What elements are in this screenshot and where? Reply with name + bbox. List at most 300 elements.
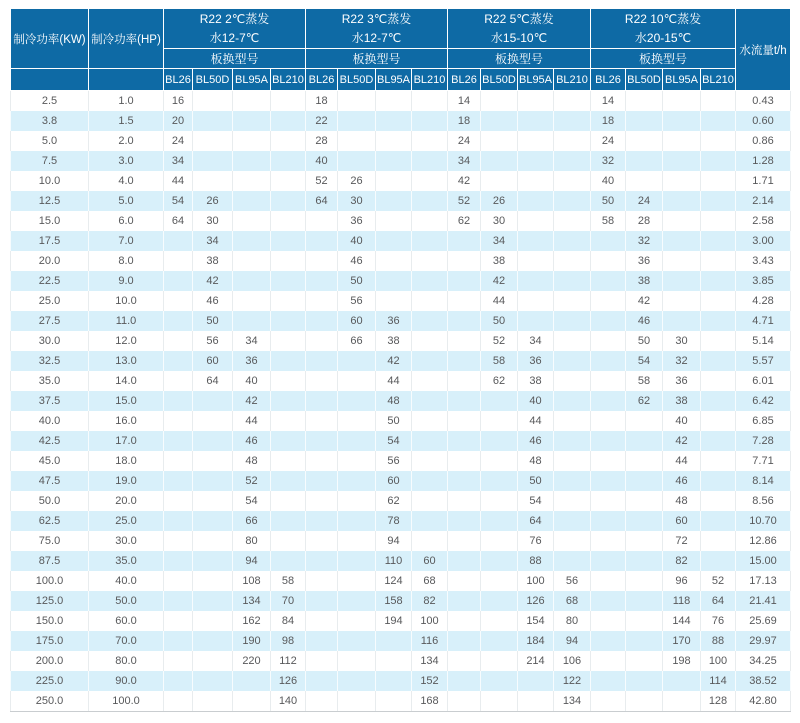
value-cell: 54 (518, 491, 554, 511)
kw-cell: 20.0 (11, 251, 89, 271)
value-cell (376, 151, 412, 171)
value-cell: 140 (271, 691, 306, 712)
value-cell (193, 131, 233, 151)
value-cell: 52 (701, 571, 736, 591)
value-cell (306, 531, 338, 551)
table-row (11, 511, 791, 531)
table-row (11, 571, 791, 591)
kw-cell: 15.0 (11, 211, 89, 231)
model-header-bl26-g1: BL26 (164, 69, 193, 91)
value-cell (591, 511, 626, 531)
value-cell (271, 171, 306, 191)
hp-cell: 100.0 (89, 691, 164, 712)
value-cell (271, 391, 306, 411)
value-cell (591, 611, 626, 631)
value-cell: 80 (554, 611, 591, 631)
value-cell (412, 331, 448, 351)
model-row-label: 板换型号 (448, 49, 591, 69)
flow-cell: 2.58 (736, 211, 791, 231)
kw-cell: 125.0 (11, 591, 89, 611)
value-cell (481, 511, 518, 531)
value-cell (518, 191, 554, 211)
value-cell: 44 (518, 411, 554, 431)
value-cell (271, 371, 306, 391)
value-cell (164, 411, 193, 431)
value-cell (701, 131, 736, 151)
value-cell (518, 251, 554, 271)
hp-cell: 10.0 (89, 291, 164, 311)
table-row (11, 291, 791, 311)
value-cell (376, 231, 412, 251)
value-cell: 52 (233, 471, 271, 491)
value-cell (271, 411, 306, 431)
value-cell (233, 291, 271, 311)
value-cell: 64 (518, 511, 554, 531)
hp-cell: 18.0 (89, 451, 164, 471)
value-cell: 46 (233, 431, 271, 451)
value-cell: 18 (306, 91, 338, 112)
hp-cell: 90.0 (89, 671, 164, 691)
value-cell: 42 (193, 271, 233, 291)
kw-cell: 225.0 (11, 671, 89, 691)
flow-cell: 3.43 (736, 251, 791, 271)
table-row (11, 551, 791, 571)
model-header-bl26-g3: BL26 (448, 69, 481, 91)
value-cell (164, 331, 193, 351)
value-cell: 106 (554, 651, 591, 671)
value-cell: 134 (412, 651, 448, 671)
kw-cell: 35.0 (11, 371, 89, 391)
value-cell: 46 (663, 471, 701, 491)
hp-cell: 15.0 (89, 391, 164, 411)
value-cell (481, 571, 518, 591)
hp-cell: 80.0 (89, 651, 164, 671)
value-cell (306, 651, 338, 671)
value-cell: 158 (376, 591, 412, 611)
col-header-flow: 水流量t/h (736, 9, 791, 91)
value-cell (554, 171, 591, 191)
col-group-r22-5c (448, 9, 591, 49)
value-cell: 184 (518, 631, 554, 651)
value-cell (306, 591, 338, 611)
model-header-bl50d-g4: BL50D (626, 69, 663, 91)
value-cell (193, 431, 233, 451)
model-row-label: 板换型号 (306, 49, 448, 69)
value-cell (626, 591, 663, 611)
value-cell (448, 471, 481, 491)
value-cell (481, 451, 518, 471)
value-cell: 36 (626, 251, 663, 271)
value-cell (164, 451, 193, 471)
value-cell (481, 531, 518, 551)
kw-cell: 45.0 (11, 451, 89, 471)
value-cell (233, 151, 271, 171)
value-cell: 72 (663, 531, 701, 551)
model-header-bl210-g1: BL210 (271, 69, 306, 91)
value-cell (518, 231, 554, 251)
value-cell (193, 651, 233, 671)
value-cell (193, 591, 233, 611)
value-cell: 58 (626, 371, 663, 391)
value-cell (701, 311, 736, 331)
value-cell (338, 551, 376, 571)
value-cell (412, 511, 448, 531)
value-cell (448, 391, 481, 411)
value-cell (626, 531, 663, 551)
value-cell (701, 271, 736, 291)
value-cell: 66 (338, 331, 376, 351)
value-cell (271, 211, 306, 231)
value-cell: 34 (193, 231, 233, 251)
value-cell: 126 (271, 671, 306, 691)
flow-cell: 10.70 (736, 511, 791, 531)
value-cell (306, 511, 338, 531)
value-cell: 78 (376, 511, 412, 531)
value-cell: 190 (233, 631, 271, 651)
value-cell (193, 111, 233, 131)
value-cell (338, 671, 376, 691)
value-cell (338, 471, 376, 491)
flow-cell: 2.14 (736, 191, 791, 211)
value-cell (626, 411, 663, 431)
value-cell: 144 (663, 611, 701, 631)
value-cell (164, 231, 193, 251)
model-header-bl26-g4: BL26 (591, 69, 626, 91)
value-cell: 56 (338, 291, 376, 311)
value-cell: 170 (663, 631, 701, 651)
value-cell (164, 551, 193, 571)
value-cell (164, 291, 193, 311)
value-cell: 42 (448, 171, 481, 191)
value-cell (701, 231, 736, 251)
col-group-r22-3c (306, 9, 448, 49)
model-header-bl50d-g3: BL50D (481, 69, 518, 91)
value-cell (193, 471, 233, 491)
group-title-line: R22 3℃蒸发 (341, 11, 412, 26)
kw-cell: 75.0 (11, 531, 89, 551)
value-cell (376, 691, 412, 712)
value-cell: 46 (193, 291, 233, 311)
value-cell: 134 (554, 691, 591, 712)
value-cell (164, 671, 193, 691)
value-cell (591, 431, 626, 451)
value-cell: 38 (376, 331, 412, 351)
kw-cell: 50.0 (11, 491, 89, 511)
value-cell (518, 671, 554, 691)
value-cell: 56 (376, 451, 412, 471)
value-cell (271, 551, 306, 571)
hp-cell: 7.0 (89, 231, 164, 251)
value-cell (591, 531, 626, 551)
value-cell: 68 (412, 571, 448, 591)
value-cell: 32 (626, 231, 663, 251)
value-cell (306, 331, 338, 351)
value-cell: 36 (338, 211, 376, 231)
value-cell (271, 251, 306, 271)
value-cell (448, 371, 481, 391)
kw-cell: 32.5 (11, 351, 89, 371)
model-header-bl95a-g4: BL95A (663, 69, 701, 91)
model-header-bl26-g2: BL26 (306, 69, 338, 91)
value-cell (701, 191, 736, 211)
flow-cell: 38.52 (736, 671, 791, 691)
value-cell (164, 431, 193, 451)
kw-cell: 62.5 (11, 511, 89, 531)
value-cell: 52 (481, 331, 518, 351)
value-cell (271, 311, 306, 331)
hp-cell: 17.0 (89, 431, 164, 451)
value-cell: 100 (518, 571, 554, 591)
value-cell (306, 611, 338, 631)
value-cell: 30 (481, 211, 518, 231)
value-cell: 54 (233, 491, 271, 511)
value-cell: 38 (481, 251, 518, 271)
hp-cell: 3.0 (89, 151, 164, 171)
value-cell: 122 (554, 671, 591, 691)
value-cell: 48 (376, 391, 412, 411)
value-cell (306, 211, 338, 231)
value-cell (193, 171, 233, 191)
value-cell: 34 (518, 331, 554, 351)
value-cell (663, 291, 701, 311)
value-cell (448, 431, 481, 451)
value-cell: 40 (663, 411, 701, 431)
value-cell: 38 (518, 371, 554, 391)
value-cell (306, 571, 338, 591)
value-cell (233, 171, 271, 191)
value-cell: 64 (306, 191, 338, 211)
value-cell (412, 271, 448, 291)
value-cell: 30 (663, 331, 701, 351)
value-cell (481, 611, 518, 631)
value-cell (701, 171, 736, 191)
value-cell (376, 191, 412, 211)
hp-cell: 40.0 (89, 571, 164, 591)
col-header-hp: 制冷功率(HP) (89, 9, 164, 69)
value-cell: 18 (448, 111, 481, 131)
kw-cell: 37.5 (11, 391, 89, 411)
value-cell: 60 (338, 311, 376, 331)
value-cell: 40 (306, 151, 338, 171)
value-cell (448, 511, 481, 531)
value-cell (518, 291, 554, 311)
value-cell (338, 411, 376, 431)
value-cell: 154 (518, 611, 554, 631)
value-cell (376, 291, 412, 311)
value-cell (338, 111, 376, 131)
col-group-r22-10c (591, 9, 736, 49)
table-row (11, 131, 791, 151)
table-row (11, 431, 791, 451)
value-cell (554, 451, 591, 471)
value-cell (701, 451, 736, 471)
flow-cell: 4.28 (736, 291, 791, 311)
value-cell (626, 631, 663, 651)
value-cell (481, 411, 518, 431)
group-subtitle-line: 水12-7℃ (209, 30, 260, 45)
flow-cell: 0.60 (736, 111, 791, 131)
value-cell (338, 631, 376, 651)
value-cell (412, 431, 448, 451)
value-cell (554, 331, 591, 351)
value-cell (412, 471, 448, 491)
value-cell (701, 151, 736, 171)
value-cell (193, 631, 233, 651)
table-row (11, 611, 791, 631)
value-cell (591, 271, 626, 291)
value-cell: 36 (663, 371, 701, 391)
value-cell: 28 (626, 211, 663, 231)
value-cell (193, 691, 233, 712)
value-cell (448, 451, 481, 471)
value-cell: 220 (233, 651, 271, 671)
value-cell (338, 611, 376, 631)
value-cell: 112 (271, 651, 306, 671)
value-cell: 98 (271, 631, 306, 651)
value-cell (233, 231, 271, 251)
hp-cell: 50.0 (89, 591, 164, 611)
table-row (11, 651, 791, 671)
value-cell (306, 351, 338, 371)
value-cell: 116 (412, 631, 448, 651)
value-cell (412, 191, 448, 211)
value-cell: 40 (338, 231, 376, 251)
hp-cell: 30.0 (89, 531, 164, 551)
flow-cell: 7.28 (736, 431, 791, 451)
value-cell (271, 151, 306, 171)
value-cell (554, 251, 591, 271)
flow-cell: 42.80 (736, 691, 791, 712)
table-header (11, 9, 791, 91)
table-row (11, 531, 791, 551)
value-cell: 30 (193, 211, 233, 231)
value-cell: 42 (626, 291, 663, 311)
value-cell (701, 351, 736, 371)
value-cell (448, 591, 481, 611)
value-cell (701, 371, 736, 391)
value-cell: 16 (164, 91, 193, 112)
flow-cell: 4.71 (736, 311, 791, 331)
value-cell (338, 531, 376, 551)
flow-cell: 5.14 (736, 331, 791, 351)
value-cell (448, 631, 481, 651)
value-cell (193, 531, 233, 551)
value-cell: 46 (626, 311, 663, 331)
value-cell (448, 491, 481, 511)
value-cell (481, 91, 518, 112)
value-cell: 52 (306, 171, 338, 191)
value-cell (663, 231, 701, 251)
value-cell: 58 (271, 571, 306, 591)
value-cell: 194 (376, 611, 412, 631)
value-cell (306, 311, 338, 331)
value-cell (701, 91, 736, 112)
value-cell: 60 (412, 551, 448, 571)
flow-cell: 25.69 (736, 611, 791, 631)
table-row (11, 211, 791, 231)
hp-cell: 8.0 (89, 251, 164, 271)
value-cell: 38 (663, 391, 701, 411)
value-cell (164, 631, 193, 651)
hp-cell: 4.0 (89, 171, 164, 191)
value-cell: 54 (164, 191, 193, 211)
value-cell: 36 (518, 351, 554, 371)
table-row (11, 411, 791, 431)
value-cell (338, 691, 376, 712)
value-cell: 70 (271, 591, 306, 611)
value-cell (233, 691, 271, 712)
value-cell: 50 (591, 191, 626, 211)
value-cell: 34 (164, 151, 193, 171)
table-row (11, 391, 791, 411)
value-cell: 76 (701, 611, 736, 631)
value-cell (554, 271, 591, 291)
value-cell (518, 171, 554, 191)
value-cell (233, 271, 271, 291)
value-cell: 34 (233, 331, 271, 351)
value-cell (233, 311, 271, 331)
value-cell (412, 491, 448, 511)
value-cell (518, 151, 554, 171)
value-cell (591, 491, 626, 511)
value-cell (271, 511, 306, 531)
value-cell (701, 251, 736, 271)
value-cell (271, 471, 306, 491)
col-group-r22-2c (164, 9, 306, 49)
kw-cell: 87.5 (11, 551, 89, 571)
value-cell (164, 691, 193, 712)
value-cell: 80 (233, 531, 271, 551)
value-cell (376, 631, 412, 651)
value-cell (591, 351, 626, 371)
value-cell (701, 211, 736, 231)
value-cell (306, 691, 338, 712)
value-cell (193, 551, 233, 571)
value-cell (412, 171, 448, 191)
value-cell (663, 251, 701, 271)
model-row-label: 板换型号 (591, 49, 736, 69)
kw-cell: 175.0 (11, 631, 89, 651)
value-cell (306, 631, 338, 651)
value-cell (518, 131, 554, 151)
value-cell (306, 551, 338, 571)
value-cell (412, 91, 448, 112)
value-cell (663, 271, 701, 291)
value-cell (481, 551, 518, 571)
value-cell (448, 251, 481, 271)
value-cell (663, 151, 701, 171)
value-cell: 42 (663, 431, 701, 451)
value-cell: 18 (591, 111, 626, 131)
empty-header-cell (11, 69, 89, 91)
value-cell (591, 231, 626, 251)
value-cell (412, 351, 448, 371)
value-cell: 48 (518, 451, 554, 471)
value-cell (271, 231, 306, 251)
value-cell: 42 (376, 351, 412, 371)
hp-cell: 12.0 (89, 331, 164, 351)
value-cell (448, 691, 481, 712)
value-cell: 40 (518, 391, 554, 411)
value-cell (481, 151, 518, 171)
value-cell: 40 (233, 371, 271, 391)
value-cell (591, 371, 626, 391)
value-cell: 22 (306, 111, 338, 131)
value-cell (554, 511, 591, 531)
value-cell (591, 331, 626, 351)
value-cell (164, 471, 193, 491)
value-cell (376, 271, 412, 291)
